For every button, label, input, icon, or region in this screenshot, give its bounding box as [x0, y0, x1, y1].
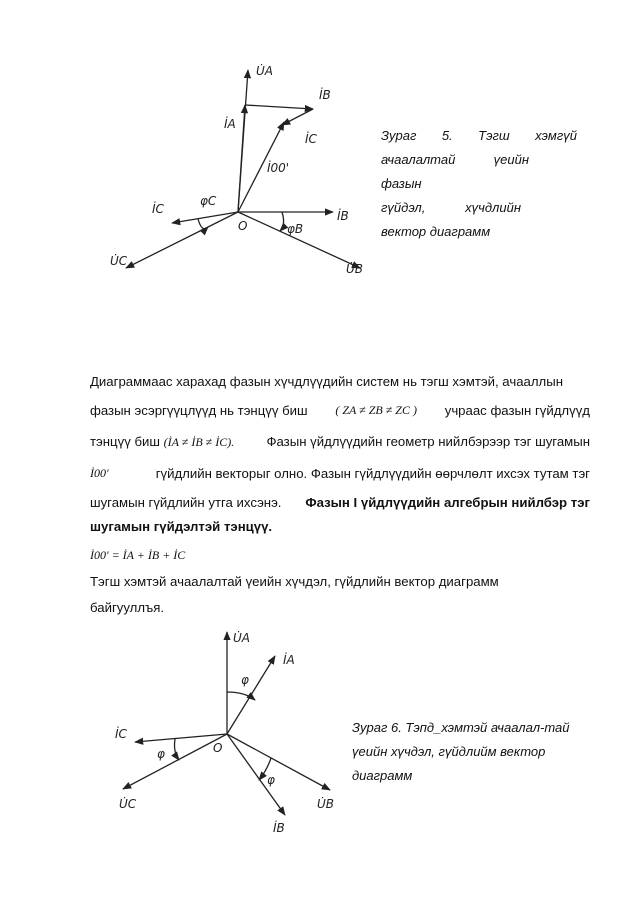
- label-o: O: [213, 741, 223, 755]
- label-uc: U̇C: [119, 797, 137, 811]
- figure-2-caption: Зураг 6. Тэпд_хэмтэй ачаалал-тай үеийн хүчдэл, гүйдлийм вектор диаграмм: [352, 720, 570, 783]
- label-ia: İA: [224, 117, 236, 131]
- label-phi-right: φ: [267, 773, 275, 787]
- label-uc: U̇C: [110, 254, 128, 268]
- equation: İ00' = İA + İB + İC: [90, 548, 186, 562]
- label-ub: U̇B: [317, 797, 335, 811]
- label-phib: φB: [287, 222, 304, 236]
- label-phi-top: φ: [241, 673, 249, 687]
- label-ua: U̇A: [233, 631, 250, 645]
- label-ia: İA: [283, 653, 295, 667]
- label-ib: İB: [337, 209, 349, 223]
- text-line: фазын эсэргүүцлүүд нь тэнцүү биш ( ZA ≠ ZB ≠ ZC ) учраас фазын гүйдлүүд: [90, 403, 590, 418]
- label-ua: U̇A: [256, 64, 273, 78]
- figure-2-vector-diagram: [95, 612, 355, 842]
- label-ib: İB: [273, 821, 285, 835]
- label-ic: İC: [152, 202, 164, 216]
- label-ib-top: İB: [319, 88, 331, 102]
- label-i00: İ00': [267, 161, 290, 175]
- text-line: шугамын гүйдэлтэй тэнцүү.: [90, 519, 273, 534]
- vector-ia: [238, 105, 245, 212]
- label-phi-left: φ: [157, 747, 165, 761]
- text-line: Диаграммаас харахад фазын хүчдлүүдийн систем нь тэгш хэмтэй, ачааллын: [90, 374, 564, 389]
- text-line: Тэгш хэмтэй ачаалалтай үеийн хүчдэл, гүйдлийн вектор диаграмм: [90, 574, 499, 589]
- figure-1-vector-diagram: [90, 55, 380, 290]
- vector-uc: [126, 212, 238, 268]
- vector-ia: [227, 656, 275, 734]
- label-ic-top: İC: [305, 132, 317, 146]
- vector-ib-top: [245, 105, 313, 109]
- angle-arc-left: [175, 739, 180, 760]
- text-line: İ00' гүйдлийн векторыг олно. Фазын гүйдлүүдийн өөрчлөлт ихсэх тутам тэг: [90, 466, 590, 481]
- text-line: байгууллъя.: [90, 600, 165, 615]
- label-ub: U̇B: [346, 262, 364, 276]
- text-line: тэнцүү биш (İA ≠ İB ≠ İC). Фазын үйдлүүдийн геометр нийлбэрээр тэг шугамын: [90, 434, 590, 449]
- label-ic: İC: [115, 727, 127, 741]
- label-o: O: [238, 219, 248, 233]
- angle-arc-b: [280, 212, 284, 231]
- label-phic: φC: [200, 194, 217, 208]
- figure-1-caption: Зураг 5. Тэгш хэмгүй ачаалалтай үеийн фазын гүйдэл, хүчдлийн вектор диаграмм: [381, 128, 577, 239]
- vector-ib: [227, 734, 285, 815]
- text-line: шугамын гүйдлийн утга ихсэнэ. Фазын I үйдлүүдийн алгебрын нийлбэр тэг: [90, 495, 590, 510]
- vector-ic-top: [282, 109, 313, 125]
- vector-ub: [227, 734, 330, 790]
- paragraph-1: [90, 367, 590, 621]
